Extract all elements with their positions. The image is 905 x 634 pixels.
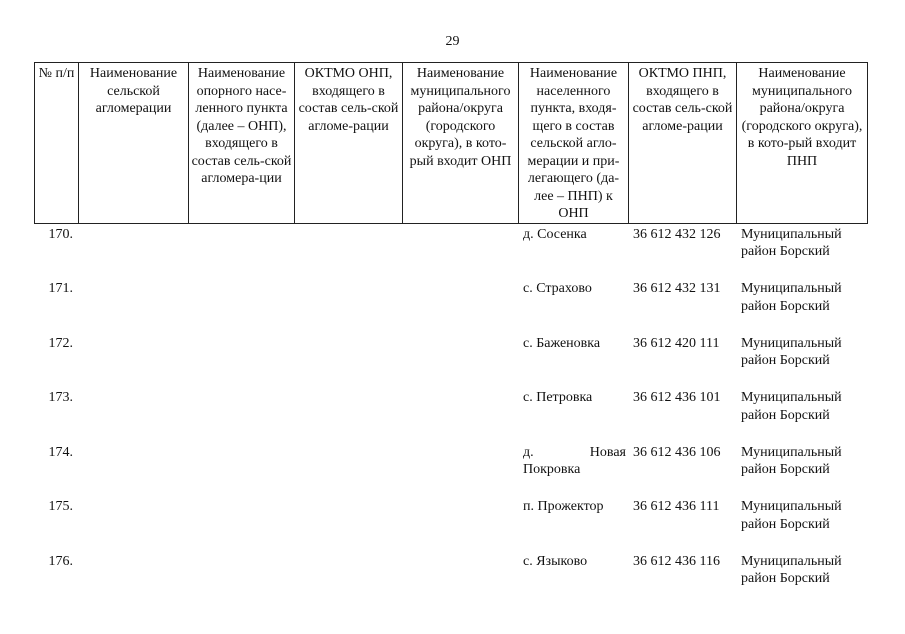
pnp-name-cell: с. Языково xyxy=(523,553,588,569)
row-number: 175. xyxy=(48,499,73,514)
onp-name-cell xyxy=(189,387,295,442)
header-pnp-district: Наименование муниципального района/округа (городского округа), в кото-рый входит ПНП xyxy=(737,63,868,224)
onp-district-cell xyxy=(403,442,519,497)
agglomeration-cell xyxy=(79,333,189,388)
page-number: 29 xyxy=(445,34,460,49)
agglomeration-cell xyxy=(79,442,189,497)
onp-district-cell xyxy=(403,333,519,388)
table-row xyxy=(35,442,868,497)
pnp-district-cell: Муниципальный район Борский xyxy=(741,226,842,259)
table-body xyxy=(35,223,868,605)
table-row xyxy=(35,333,868,388)
pnp-district-cell: Муниципальный район Борский xyxy=(741,390,842,423)
table-row xyxy=(35,223,868,278)
pnp-oktmo-cell: 36 612 436 116 xyxy=(633,553,720,569)
table-row xyxy=(35,551,868,606)
header-onp-name: Наименование опорного насе-ленного пункта (далее – ОНП), входящего в состав сель-ской агломера-ции xyxy=(189,63,295,224)
agglomeration-cell xyxy=(79,387,189,442)
onp-oktmo-cell xyxy=(295,551,403,606)
row-number: 176. xyxy=(48,553,73,569)
onp-oktmo-cell xyxy=(295,278,403,333)
pnp-district-cell: Муниципальный район Борский xyxy=(741,281,842,314)
row-number: 170. xyxy=(48,226,73,242)
header-row xyxy=(35,63,868,224)
agglomeration-cell xyxy=(79,551,189,606)
onp-district-cell xyxy=(403,278,519,333)
settlements-table xyxy=(34,62,868,605)
pnp-name-cell: с. Петровка xyxy=(523,390,593,405)
agglomeration-cell xyxy=(79,496,189,551)
pnp-oktmo-cell: 36 612 432 126 xyxy=(633,226,721,242)
pnp-oktmo-cell: 36 612 436 106 xyxy=(633,444,721,460)
pnp-name-cell: с. Баженовка xyxy=(523,335,601,351)
agglomeration-cell xyxy=(79,278,189,333)
onp-district-cell xyxy=(403,223,519,278)
onp-oktmo-cell xyxy=(295,442,403,497)
header-number: № п/п xyxy=(35,63,79,224)
pnp-name-cell: д. Новая Покровка xyxy=(523,444,626,477)
onp-oktmo-cell xyxy=(295,496,403,551)
table-row xyxy=(35,496,868,551)
row-number: 171. xyxy=(48,281,73,296)
pnp-name-cell: с. Страхово xyxy=(523,281,592,296)
header-agglomeration: Наименование сельской агломерации xyxy=(79,63,189,224)
pnp-name-cell: д. Сосенка xyxy=(523,226,587,242)
onp-name-cell xyxy=(189,551,295,606)
onp-name-cell xyxy=(189,278,295,333)
pnp-district-cell: Муниципальный район Борский xyxy=(741,335,842,368)
pnp-district-cell: Муниципальный район Борский xyxy=(741,444,842,477)
header-onp-oktmo: ОКТМО ОНП, входящего в состав сель-ской агломе-рации xyxy=(295,63,403,224)
pnp-oktmo-cell: 36 612 420 111 xyxy=(633,335,720,351)
header-pnp-name: Наименование населенного пункта, входя-щего в состав сельской агло-мерации и при-легающего (да-лее – ПНП) к ОНП xyxy=(519,63,629,224)
agglomeration-cell xyxy=(79,223,189,278)
onp-oktmo-cell xyxy=(295,223,403,278)
onp-name-cell xyxy=(189,442,295,497)
table-row xyxy=(35,278,868,333)
onp-name-cell xyxy=(189,496,295,551)
onp-name-cell xyxy=(189,223,295,278)
onp-oktmo-cell xyxy=(295,333,403,388)
row-number: 174. xyxy=(48,444,73,460)
onp-district-cell xyxy=(403,551,519,606)
onp-oktmo-cell xyxy=(295,387,403,442)
pnp-district-cell: Муниципальный район Борский xyxy=(741,553,842,586)
header-onp-district: Наименование муниципального района/округа (городского округа), в кото-рый входит ОНП xyxy=(403,63,519,224)
pnp-name-cell: п. Прожектор xyxy=(523,499,604,514)
onp-name-cell xyxy=(189,333,295,388)
table-row xyxy=(35,387,868,442)
pnp-oktmo-cell: 36 612 436 111 xyxy=(633,499,720,514)
header-pnp-oktmo: ОКТМО ПНП, входящего в состав сель-ской агломе-рации xyxy=(629,63,737,224)
row-number: 172. xyxy=(48,335,73,351)
pnp-oktmo-cell: 36 612 432 131 xyxy=(633,281,721,296)
pnp-oktmo-cell: 36 612 436 101 xyxy=(633,390,721,405)
row-number: 173. xyxy=(48,390,73,405)
pnp-district-cell: Муниципальный район Борский xyxy=(741,499,842,532)
onp-district-cell xyxy=(403,387,519,442)
onp-district-cell xyxy=(403,496,519,551)
table-header xyxy=(35,63,868,224)
